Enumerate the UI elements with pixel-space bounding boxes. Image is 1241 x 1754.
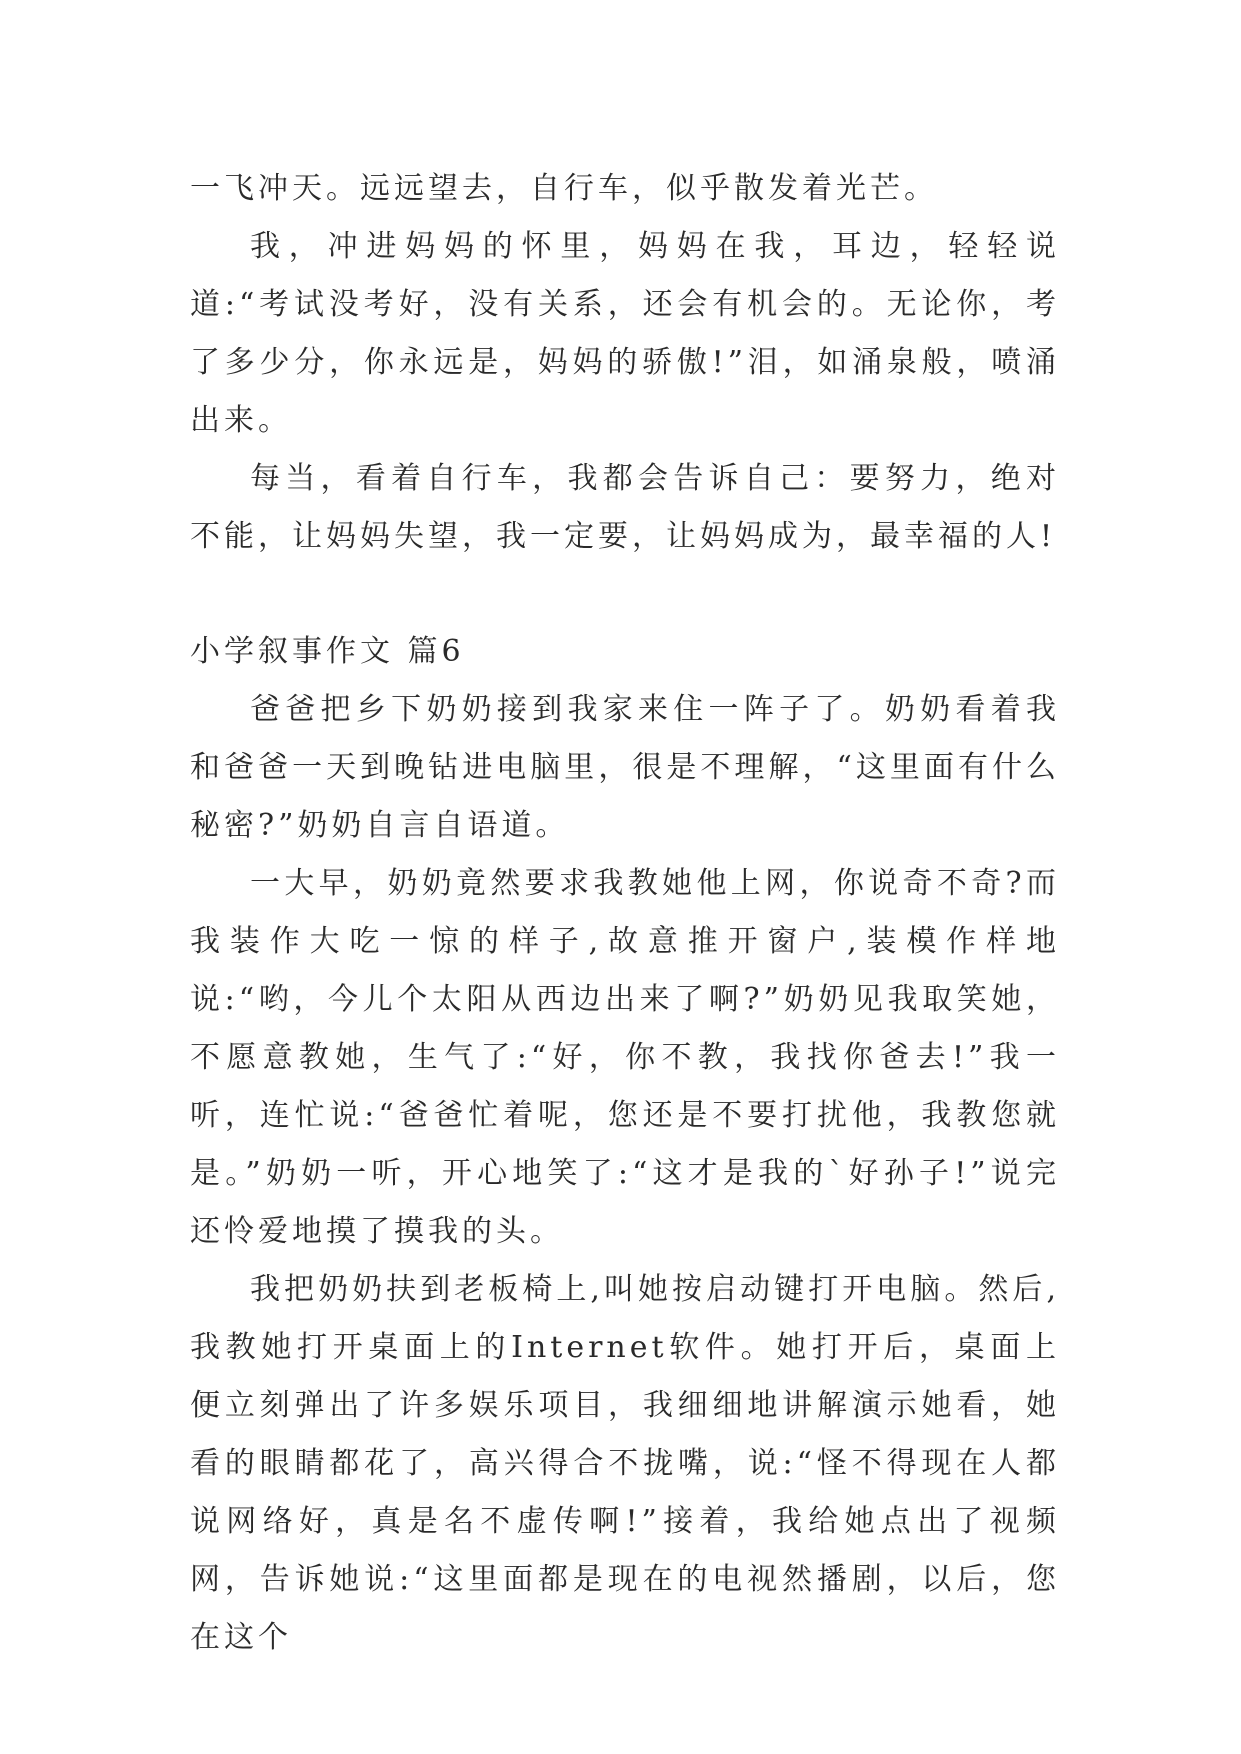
paragraph-embrace: 我，冲进妈妈的怀里，妈妈在我，耳边，轻轻说道:“考试没考好，没有关系，还会有机会的。无论你，考了多少分，你永远是，妈妈的骄傲!”泪，如涌泉般，喷涌出来。 [190, 229, 1060, 438]
paragraph-teaching-internet: 我把奶奶扶到老板椅上,叫她按启动键打开电脑。然后,我教她打开桌面上的Internet软件。她打开后，桌面上便立刻弹出了许多娱乐项目，我细细地讲解演示她看，她看的眼睛都花了，高兴得合不拢嘴，说:“怪不得现在人都说网络好，真是名不虚传啊!”接着，我给她点出了视频网，告诉她说:“这里面都是现在的电视然播剧，以后，您在这个 [190, 1272, 1060, 1655]
document-body [190, 160, 1060, 1667]
paragraph-continuation: 一飞冲天。远远望去，自行车，似乎散发着光芒。 [190, 171, 938, 206]
section-title: 小学叙事作文 篇6 [190, 634, 465, 669]
paragraph-resolution: 每当，看着自行车，我都会告诉自己：要努力，绝对不能，让妈妈失望，我一定要，让妈妈成为，最幸福的人! [190, 461, 1060, 554]
paragraph-grandma-asks: 一大早，奶奶竟然要求我教她他上网，你说奇不奇?而我装作大吃一惊的样子,故意推开窗户,装模作样地说:“哟，今儿个太阳从西边出来了啊?”奶奶见我取笑她，不愿意教她，生气了:“好，你不教，我找你爸去!”我一听，连忙说:“爸爸忙着呢，您还是不要打扰他，我教您就是。”奶奶一听，开心地笑了:“这才是我的`好孙子!”说完还怜爱地摸了摸我的头。 [190, 866, 1060, 1249]
paragraph-grandma-arrives: 爸爸把乡下奶奶接到我家来住一阵子了。奶奶看着我和爸爸一天到晚钻进电脑里，很是不理解，“这里面有什么秘密?”奶奶自言自语道。 [190, 692, 1060, 843]
